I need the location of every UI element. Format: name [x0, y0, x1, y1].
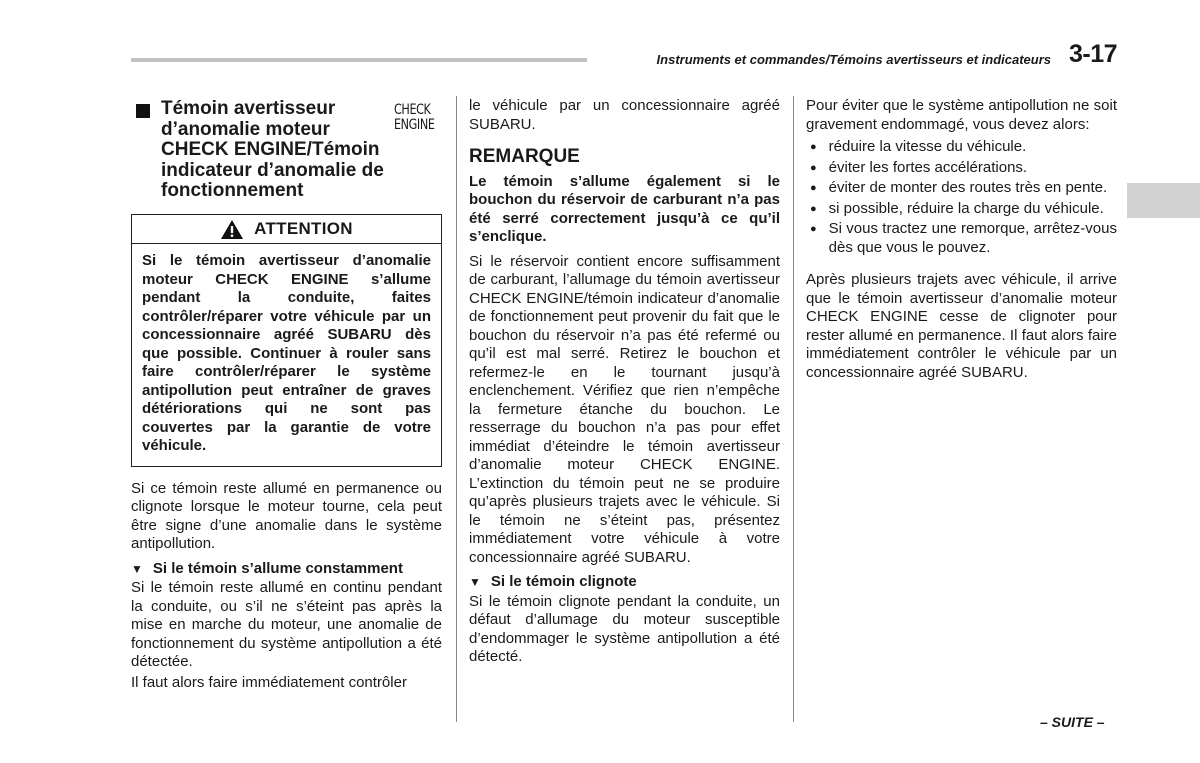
- bullet-icon: ●: [810, 182, 817, 194]
- subheading-text: Si le témoin s’allume constamment: [152, 559, 403, 577]
- list-item-text: si possible, réduire la charge du véhicule.: [828, 199, 1104, 217]
- attention-label: ATTENTION: [254, 218, 353, 238]
- breadcrumb: Instruments et commandes/Témoins avertisseurs et indicateurs: [656, 52, 1051, 67]
- attention-box: [131, 214, 442, 467]
- section-title: Témoin avertisseur d’anomalie moteur CHECK ENGINE/Témoin indicateur d’anomalie de fonctionnement: [161, 98, 384, 201]
- remarque-bold-text: Le témoin s’allume également si le bouchon du réservoir de carburant n’a pas été serré correctement jusqu’à ce qu’il s’enclique.: [469, 172, 780, 245]
- list-item-text: Si vous tractez une remorque, arrêtez-vous dès que vous le pouvez.: [828, 220, 1117, 256]
- column-3: [806, 97, 1117, 382]
- column-1: [131, 99, 442, 692]
- section-heading: [131, 99, 442, 209]
- page-number: 3-17: [1069, 40, 1118, 68]
- header-rule: [131, 58, 587, 62]
- subheading: [469, 573, 780, 592]
- check-engine-icon-line1: CHECK: [394, 102, 431, 118]
- column-2: [469, 97, 780, 667]
- paragraph: Si ce témoin reste allumé en permanence ou clignote lorsque le moteur tourne, cela peut être signe d’une anomalie dans le système antipollution.: [131, 479, 442, 552]
- triangle-down-icon: ▼: [469, 575, 481, 589]
- list-item: [806, 138, 1117, 157]
- warning-triangle-icon: [220, 219, 244, 240]
- paragraph: Pour éviter que le système antipollution ne soit gravement endommagé, vous devez alors:: [806, 97, 1117, 133]
- list-item: [806, 159, 1117, 178]
- paragraph: Si le témoin reste allumé en continu pendant la conduite, ou s’il ne s’éteint pas après la mise en marche du moteur, une anomalie de fonctionnement du système antipollution a été détectée.: [131, 579, 442, 670]
- column-divider: [793, 96, 794, 722]
- continued-label: – SUITE –: [1040, 714, 1105, 730]
- remarque-text: Si le réservoir contient encore suffisamment de carburant, l’allumage du témoin avertisseur CHECK ENGINE/témoin indicateur d’anomalie de fonctionnement peut provenir du fait que le bouchon du réservoir n’a pas été refermé ou qu’il est mal serré. Retirez le bouchon et refermez-le en le tournant jusqu’à enclenchement. Vérifiez que rien n’empêche la fermeture étanche du bouchon. Le resserrage du bouchon n’a pas pour effet immédiat d’éteindre le témoin avertisseur d’anomalie moteur CHECK ENGINE. L’extinction du témoin peut ne se produire qu’après plusieurs trajets avec le véhicule. Si le témoin ne s’éteint pas, présentez immédiatement votre véhicule à votre concessionnaire agréé SUBARU.: [469, 252, 780, 566]
- paragraph: Il faut alors faire immédiatement contrôler: [131, 673, 407, 691]
- list-item: [806, 200, 1117, 219]
- subheading: [131, 560, 442, 579]
- section-marker-icon: [136, 104, 150, 118]
- column-divider: [456, 96, 457, 722]
- bullet-icon: ●: [810, 223, 817, 235]
- list-item-text: éviter les fortes accélérations.: [828, 158, 1028, 176]
- remarque-heading: REMARQUE: [469, 146, 580, 167]
- attention-header: [132, 215, 441, 244]
- list-item: [806, 220, 1117, 257]
- bullet-icon: ●: [810, 202, 817, 215]
- subheading-text: Si le témoin clignote: [490, 573, 637, 590]
- list-item: [806, 179, 1117, 198]
- bullet-icon: ●: [810, 141, 817, 153]
- chapter-tab: [1127, 183, 1200, 218]
- paragraph: le véhicule par un concessionnaire agréé SUBARU.: [469, 97, 780, 133]
- list-item-text: réduire la vitesse du véhicule.: [828, 138, 1027, 155]
- attention-text: Si le témoin avertisseur d’anomalie moteur CHECK ENGINE s’allume pendant la conduite, faites contrôler/réparer votre véhicule par un concessionnaire agréé SUBARU dès que possible. Continuer à rouler sans faire contrôler/réparer le système antipollution peut entraîner de graves détériorations qui ne sont pas couvertes par la garantie de votre véhicule.: [142, 252, 431, 454]
- paragraph: Après plusieurs trajets avec véhicule, il arrive que le témoin avertisseur d’anomalie moteur CHECK ENGINE cesse de clignoter pour rester allumé en permanence. Il faut alors faire immédiatement contrôler le véhicule par un concessionnaire agréé SUBARU.: [806, 271, 1117, 381]
- bullet-icon: ●: [810, 161, 817, 174]
- check-engine-icon-line2: ENGINE: [394, 117, 435, 133]
- triangle-down-icon: ▼: [131, 561, 143, 576]
- paragraph: Si le témoin clignote pendant la conduite, un défaut d’allumage du moteur susceptible d’endommager le système antipollution a été détecté.: [469, 592, 780, 665]
- list-item-text: éviter de monter des routes très en pente.: [828, 179, 1108, 196]
- check-engine-icon: [394, 102, 435, 133]
